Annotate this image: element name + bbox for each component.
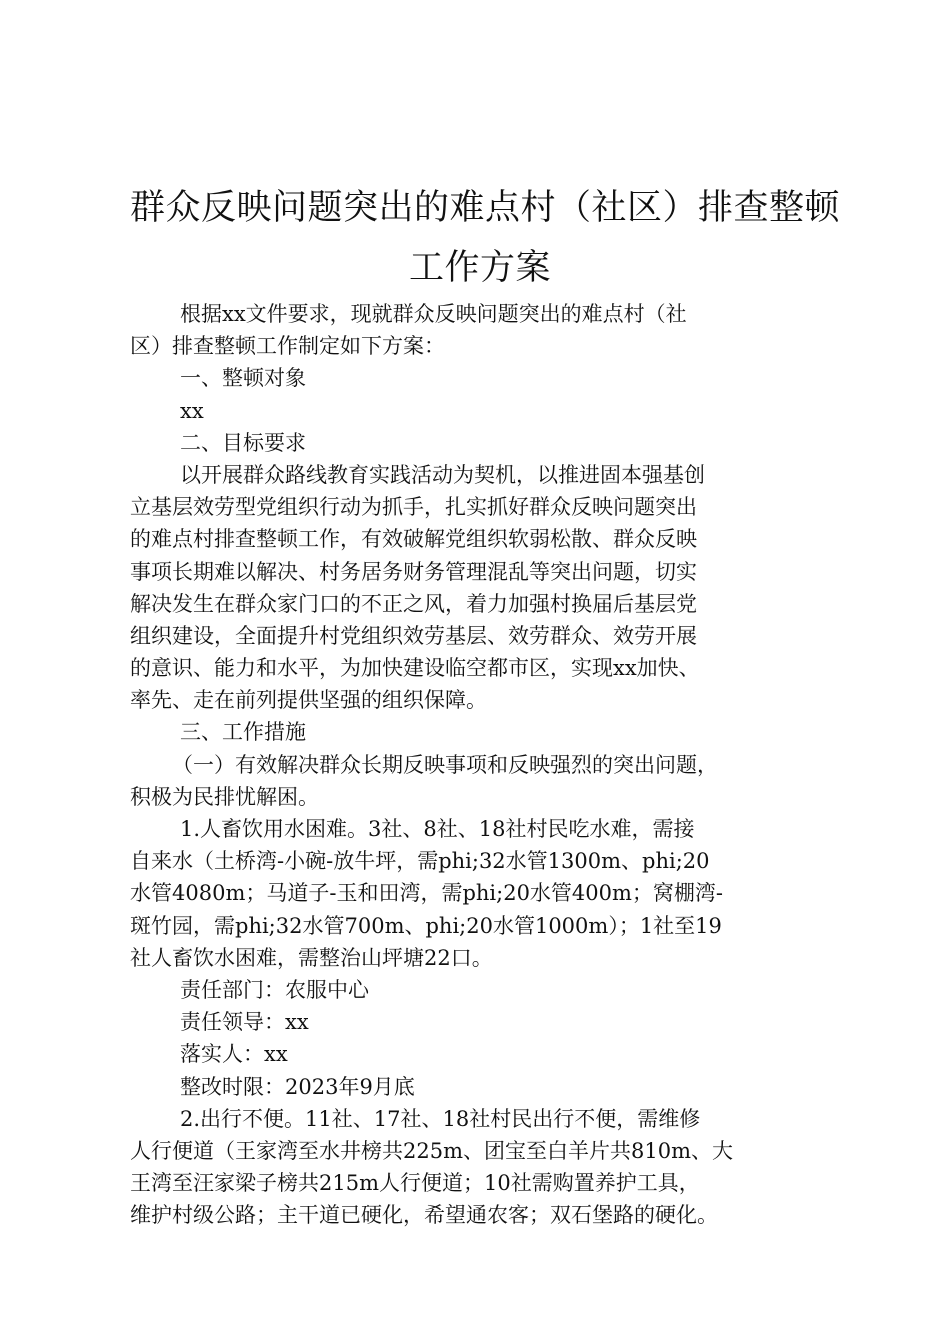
body-line: 一、整顿对象 <box>180 366 306 391</box>
document-page <box>130 178 841 1231</box>
body-line: 斑竹园，需phi;32水管700m、phi;20水管1000m）；1社至19 <box>130 913 722 938</box>
body-line: 1.人畜饮用水困难。3社、8社、18社村民吃水难，需接 <box>180 817 695 841</box>
document-body <box>130 298 830 1231</box>
body-line: 社人畜饮水困难，需整治山坪塘22口。 <box>130 945 493 970</box>
body-line: 人行便道（王家湾至水井榜共225m、团宝至白羊片共810m、大 <box>130 1138 733 1163</box>
body-line: xx <box>180 398 204 423</box>
body-line: 2.出行不便。11社、17社、18社村民出行不便，需维修 <box>180 1106 701 1131</box>
body-line: 责任领导：xx <box>180 1010 309 1035</box>
body-line: 根据xx文件要求，现就群众反映问题突出的难点村（社 <box>180 302 687 326</box>
body-line: 组织建设，全面提升村党组织效劳基层、效劳群众、效劳开展 <box>130 623 697 648</box>
body-line: 王湾至汪家梁子榜共215m人行便道；10社需购置养护工具， <box>130 1171 700 1196</box>
body-line: 积极为民排忧解困。 <box>130 784 319 809</box>
body-line: 整改时限：2023年9月底 <box>180 1074 415 1099</box>
body-line: 的意识、能力和水平，为加快建设临空都市区，实现xx加快、 <box>130 656 700 681</box>
body-line: 解决发生在群众家门口的不正之风，着力加强村换届后基层党 <box>130 591 697 616</box>
body-line: 事项长期难以解决、村务居务财务管理混乱等突出问题，切实 <box>130 559 697 584</box>
body-line: 区）排查整顿工作制定如下方案： <box>130 334 445 359</box>
document-title <box>130 178 841 298</box>
body-line: 三、工作措施 <box>180 720 306 745</box>
body-line: 的难点村排查整顿工作，有效破解党组织软弱松散、群众反映 <box>130 527 697 552</box>
body-line: 落实人：xx <box>180 1042 288 1067</box>
body-line: 以开展群众路线教育实践活动为契机，以推进固本强基创 <box>180 462 705 487</box>
body-line: 率先、走在前列提供坚强的组织保障。 <box>130 688 487 713</box>
body-line: 二、目标要求 <box>180 430 306 455</box>
body-line: 责任部门：农服中心 <box>180 977 369 1002</box>
body-line: 自来水（土桥湾-小碗-放牛坪，需phi;32水管1300m、phi;20 <box>130 849 710 874</box>
title-line-1: 群众反映问题突出的难点村（社区）排查整顿 <box>130 188 841 228</box>
body-line: 水管4080m；马道子-玉和田湾，需phi;20水管400m；窝棚湾- <box>130 881 724 906</box>
body-line: （一）有效解决群众长期反映事项和反映强烈的突出问题， <box>172 752 718 777</box>
body-line: 立基层效劳型党组织行动为抓手，扎实抓好群众反映问题突出 <box>130 495 697 520</box>
body-line: 维护村级公路；主干道已硬化，希望通农客；双石堡路的硬化。 <box>130 1203 718 1228</box>
title-line-2: 工作方案 <box>408 248 551 288</box>
